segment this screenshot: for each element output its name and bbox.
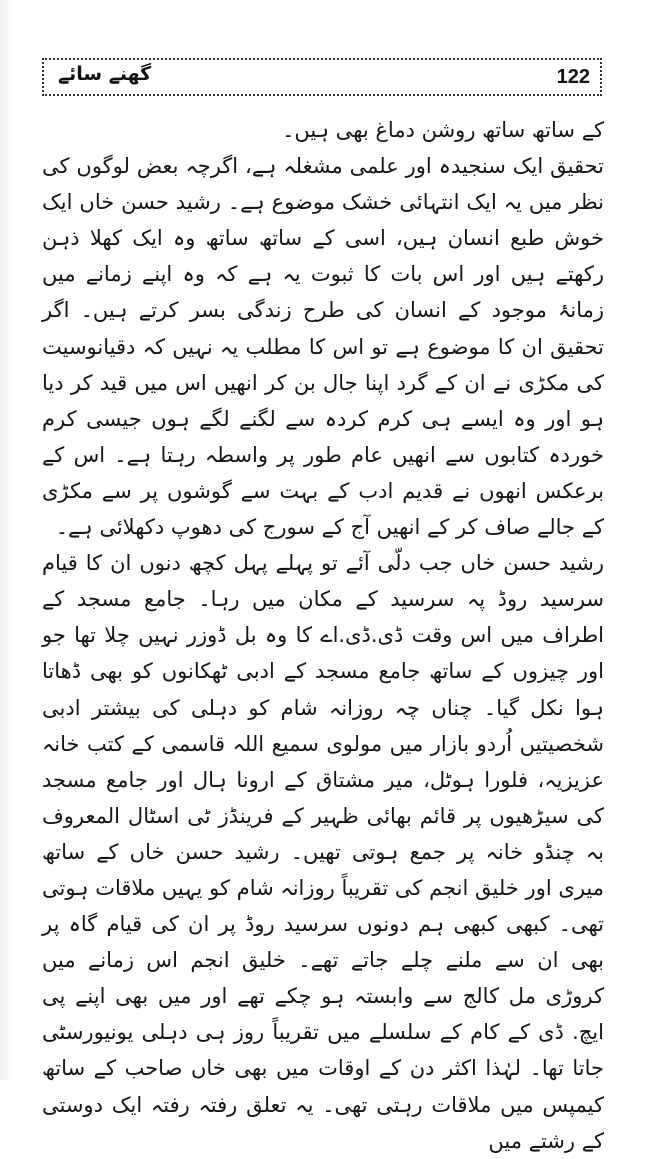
page-header [42, 58, 602, 96]
scan-shadow [0, 0, 14, 1080]
body-text [42, 112, 604, 1159]
running-title: گھنے سائے [58, 63, 152, 85]
paragraph-continuation: کے ساتھ ساتھ روشن دماغ بھی ہیں۔ [282, 118, 604, 142]
paragraph-delhi: رشید حسن خاں جب دلّی آئے تو پہلے پہل کچھ دنوں ان کا قیام سرسید روڈ پہ سرسید کے مکان میں رہا۔ جامع مسجد کے اطراف میں اس وقت ڈی.ڈی.اے کا وہ بل ڈوزر نہیں چلا تھا جو اور چیزوں کے ساتھ جامع مسجد کے ادبی ٹھکانوں کو بھی ڈھاتا ہوا نکل گیا۔ چناں چہ روزانہ شام کو دہلی کی بیشتر ادبی شخصیتیں اُردو بازار میں مولوی سمیع اللہ قاسمی کے کتب خانہ عزیزیہ، فلورا ہوٹل، میر مشتاق کے ارونا ہال اور جامع مسجد کی سیڑھیوں پر قائم بھائی ظہیر کے فرینڈز ٹی اسٹال المعروف بہ چنڈو خانہ پر جمع ہوتی تھیں۔ رشید حسن خاں کے ساتھ میری اور خلیق انجم کی تقریباً روزانہ شام کو یہیں ملاقات ہوتی تھی۔ کبھی کبھی ہم دونوں سرسید روڈ پر ان کی قیام گاہ پر بھی ان سے ملنے چلے جاتے تھے۔ خلیق انجم اس زمانے میں کروڑی مل کالج سے وابستہ ہو چکے تھے اور میں بھی اپنے پی ایچ. ڈی کے کام کے سلسلے میں تقریباً روز ہی دہلی یونیورسٹی جاتا تھا۔ لہٰذا اکثر دن کے اوقات میں بھی خاں صاحب کے ساتھ کیمپس میں ملاقات رہتی تھی۔ یہ تعلق رفتہ رفتہ ایک دوستی کے رشتے میں [42, 551, 604, 1153]
page-number: 122 [556, 66, 590, 88]
paragraph-research: تحقیق ایک سنجیدہ اور علمی مشغلہ ہے، اگرچہ بعض لوگوں کی نظر میں یہ ایک انتہائی خشک موضوع ہے۔ رشید حسن خاں ایک خوش طبع انسان ہیں، اسی کے ساتھ ساتھ وہ ایک کھلا ذہن رکھتے ہیں اور اس بات کا ثبوت یہ ہے کہ وہ اپنے زمانے میں زمانۂ موجود کے انسان کی طرح زندگی بسر کرتے ہیں۔ اگر تحقیق ان کا موضوع ہے تو اس کا مطلب یہ نہیں کہ دقیانوسیت کی مکڑی نے ان کے گرد اپنا جال بن کر انھیں اس میں قید کر دیا ہو اور وہ ایسے ہی کرم کردہ سے لگنے لگے ہوں جیسی کرم خوردہ کتابوں سے انھیں عام طور پر واسطہ رہتا ہے۔ اس کے برعکس انھوں نے قدیم ادب کے بہت سے گوشوں پر سے مکڑی کے جالے صاف کر کے انھیں آج کے سورج کی دھوپ دکھلائی ہے۔ [42, 154, 604, 540]
